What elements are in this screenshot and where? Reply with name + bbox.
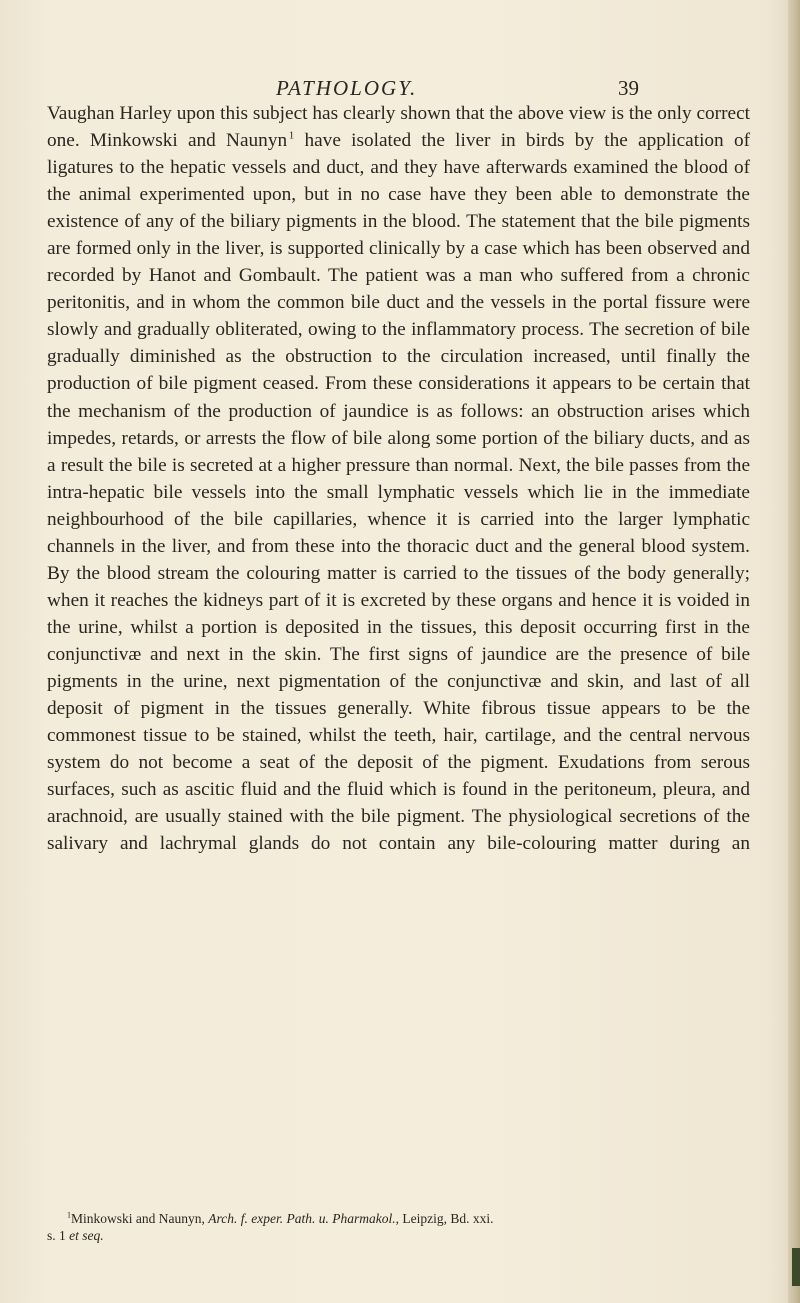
footnote-journal: Arch. f. exper. Path. u. Pharmakol. bbox=[208, 1211, 396, 1226]
footnote-pages-suffix: et seq. bbox=[69, 1228, 104, 1243]
page-edge-mark bbox=[792, 1248, 800, 1286]
footnote-line-1 bbox=[47, 1210, 750, 1227]
running-head: PATHOLOGY. bbox=[276, 76, 418, 100]
footnote-authors: Minkowski and Naunyn, bbox=[71, 1211, 205, 1226]
body-paragraph bbox=[47, 100, 750, 857]
footnote-place-volume: , Leipzig, Bd. xxi. bbox=[395, 1211, 494, 1226]
paragraph-text-part1: Vaughan Harley upon this subject has clearly shown that the above view is the only correct one. Minkowski and Naunyn bbox=[47, 103, 750, 152]
footnote bbox=[47, 1210, 750, 1244]
footnote-marker: 1 bbox=[67, 1210, 71, 1220]
footnote-pages-prefix: s. 1 bbox=[47, 1228, 66, 1243]
footnote-reference: 1 bbox=[288, 129, 295, 142]
page-number: 39 bbox=[618, 76, 639, 100]
footnote-line-2 bbox=[47, 1227, 750, 1244]
page-edge-shadow bbox=[788, 0, 800, 1303]
paragraph-text-part2: have isolated the liver in birds by the application of ligatures to the hepatic vessels and duct, and they have afterwards examined the blood of the animal experimented upon, but in no case have they been able to demonstrate the existence of any of the biliary pigments in the blood. The statement that the bile pigments are formed only in the liver, is supported clinically by a case which has been observed and recorded by Hanot and Gombault. The patient was a man who suffered from a chronic peritonitis, and in whom the common bile duct and the vessels in the portal fissure were slowly and gradually obliterated, owing to the inflammatory process. The secretion of bile gradually diminished as the obstruction to the circulation increased, until finally the production of bile pigment ceased. From these considerations it appears to be certain that the mechanism of the production of jaundice is as follows: an obstruction arises which impedes, retards, or arrests the flow of bile along some portion of the biliary ducts, and as a result the bile is secreted at a higher pressure than normal. Next, the bile passes from the intra-hepatic bile vessels into the small lymphatic vessels which lie in the immediate neighbourhood of the bile capillaries, whence it is carried into the larger lymphatic channels in the liver, and from these into the thoracic duct and the general blood system. By the blood stream the colouring matter is carried to the tissues of the body generally; when it reaches the kidneys part of it is excreted by these organs and hence it is voided in the urine, whilst a portion is deposited in the tissues, this deposit occurring first in the conjunctivæ and next in the skin. The first signs of jaundice are the presence of bile pigments in the urine, next pigmentation of the conjunctivæ and skin, and last of all deposit of pigment in the tissues generally. White fibrous tissue appears to be the commonest tissue to be stained, whilst the teeth, hair, cartilage, and the central nervous system do not become a seat of the deposit of the pigment. Exudations from serous surfaces, such as ascitic fluid and the fluid which is found in the peritoneum, pleura, and arachnoid, are usually stained with the bile pigment. The physiological secretions of the salivary and lachrymal glands do not contain any bile-colouring matter during an bbox=[47, 130, 751, 855]
